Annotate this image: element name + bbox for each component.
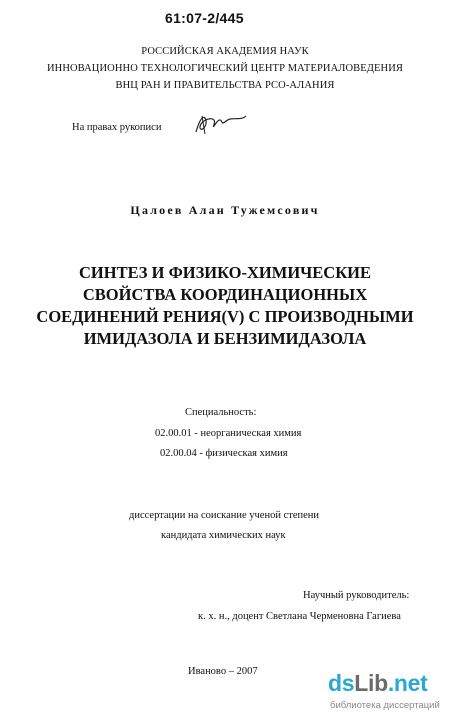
title-line: СОЕДИНЕНИЙ РЕНИЯ(V) С ПРОИЗВОДНЫМИ (36, 307, 414, 326)
archive-code: 61:07-2/445 (165, 10, 244, 26)
signature (190, 110, 250, 138)
watermark-brand (328, 670, 428, 697)
supervisor-name: к. х. н., доцент Светлана Черменовна Гагиева (198, 611, 401, 622)
title-line: СИНТЕЗ И ФИЗИКО-ХИМИЧЕСКИЕ (78, 263, 371, 282)
watermark-lib: Lib (354, 670, 388, 696)
specialty-item: 02.00.04 - физическая химия (160, 448, 288, 459)
place-year: Иваново – 2007 (188, 666, 258, 677)
title-line: СВОЙСТВА КООРДИНАЦИОННЫХ (82, 285, 368, 304)
watermark-ds: ds (328, 670, 355, 696)
watermark-net: .net (387, 670, 428, 696)
institution-line-2: ИННОВАЦИОННО ТЕХНОЛОГИЧЕСКИЙ ЦЕНТР МАТЕРИАЛОВЕДЕНИЯ (46, 63, 404, 74)
author-name: Цалоев Алан Тужемсович (130, 203, 320, 217)
institution-line-3: ВНЦ РАН И ПРАВИТЕЛЬСТВА РСО-АЛАНИЯ (115, 80, 335, 91)
dissertation-title (20, 262, 430, 350)
specialty-label: Специальность: (185, 407, 257, 418)
degree-line-1: диссертации на соискание ученой степени (129, 510, 319, 521)
watermark-subtitle: библиотека диссертаций (330, 700, 440, 711)
supervisor-label: Научный руководитель: (303, 590, 410, 601)
institution-line-1: РОССИЙСКАЯ АКАДЕМИЯ НАУК (141, 46, 309, 57)
degree-line-2: кандидата химических наук (161, 530, 286, 541)
dslib-watermark[interactable] (328, 670, 446, 714)
title-line: ИМИДАЗОЛА И БЕНЗИМИДАЗОЛА (83, 329, 367, 348)
specialty-item: 02.00.01 - неорганическая химия (155, 428, 302, 439)
manuscript-rights: На правах рукописи (72, 122, 162, 133)
